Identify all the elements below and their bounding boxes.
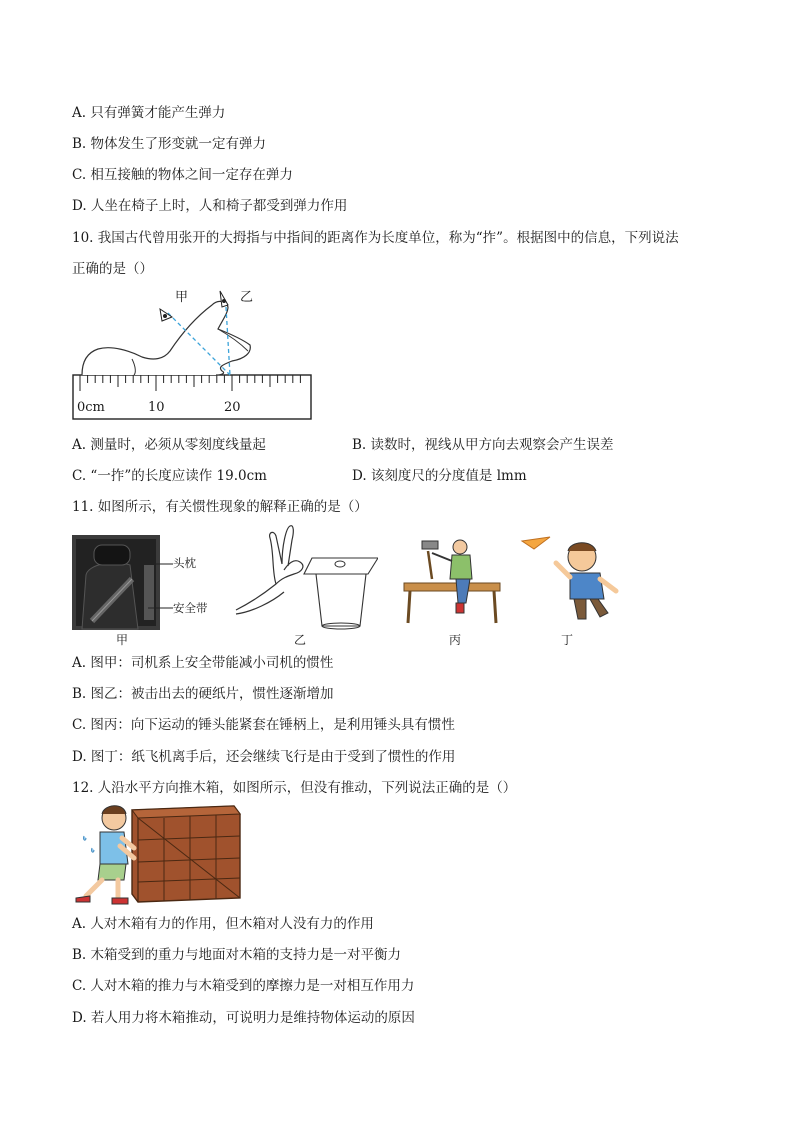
ruler-label-0cm: 0cm <box>77 400 105 415</box>
q9-option-c: C. 相互接触的物体之间一定存在弹力 <box>72 167 293 183</box>
q9-option-b: B. 物体发生了形变就一定有弹力 <box>72 136 267 152</box>
figure-flick-card <box>232 522 378 630</box>
caption-yi: 乙 <box>294 633 307 647</box>
hand-ruler-illustration <box>72 287 314 423</box>
hammer-illustration <box>400 533 504 631</box>
ruler-label-10: 10 <box>148 400 165 415</box>
q12-stem: 12. 人沿水平方向推木箱，如图所示，但没有推动，下列说法正确的是（） <box>72 780 517 796</box>
flick-card-illustration <box>232 522 378 630</box>
figure-push-crate <box>72 802 244 906</box>
figure-paper-plane <box>520 533 628 631</box>
q10-option-a: A. 测量时，必须从零刻度线量起 <box>72 437 266 453</box>
q10-option-c: C. “一拃”的长度应读作 19.0cm <box>72 468 267 484</box>
seat-label-headrest: 头枕 <box>173 556 196 570</box>
seat-label-seatbelt: 安全带 <box>173 601 208 615</box>
q12-option-b: B. 木箱受到的重力与地面对木箱的支持力是一对平衡力 <box>72 947 402 963</box>
q9-option-d: D. 人坐在椅子上时，人和椅子都受到弹力作用 <box>72 198 348 214</box>
label-jia: 甲 <box>175 290 189 305</box>
ruler-label-20: 20 <box>224 400 241 415</box>
push-crate-illustration <box>72 802 244 906</box>
caption-ding: 丁 <box>561 633 574 647</box>
q12-option-d: D. 若人用力将木箱推动，可说明力是维持物体运动的原因 <box>72 1010 415 1026</box>
figure-car-seat <box>72 535 160 630</box>
q10-stem-line1: 10. 我国古代曾用张开的大拇指与中指间的距离作为长度单位，称为“拃”。根据图中的信息，下列说法 <box>72 230 679 246</box>
ruler-body <box>73 375 311 419</box>
caption-jia: 甲 <box>116 633 129 647</box>
caption-bing: 丙 <box>449 633 462 647</box>
figure-hammer <box>400 533 504 631</box>
q11-option-d: D. 图丁：纸飞机离手后，还会继续飞行是由于受到了惯性的作用 <box>72 749 456 765</box>
label-yi: 乙 <box>240 290 254 305</box>
q11-option-c: C. 图丙：向下运动的锤头能紧套在锤柄上，是利用锤头具有惯性 <box>72 717 455 733</box>
q12-option-c: C. 人对木箱的推力与木箱受到的摩擦力是一对相互作用力 <box>72 978 415 994</box>
q11-option-a: A. 图甲：司机系上安全带能减小司机的惯性 <box>72 655 334 671</box>
q9-option-a: A. 只有弹簧才能产生弹力 <box>72 105 226 121</box>
car-seat-photo <box>72 535 160 630</box>
q10-option-d: D. 该刻度尺的分度值是 lmm <box>352 468 527 484</box>
q12-option-a: A. 人对木箱有力的作用，但木箱对人没有力的作用 <box>72 916 374 932</box>
hand-ruler-figure <box>72 287 314 423</box>
q11-option-b: B. 图乙：被击出去的硬纸片，惯性逐渐增加 <box>72 686 334 702</box>
eye-yi-icon <box>220 291 228 307</box>
q10-stem-line2: 正确的是（） <box>72 261 153 277</box>
seat-pointer-lines <box>148 556 174 610</box>
hand-outline <box>82 301 250 375</box>
q10-option-b: B. 读数时，视线从甲方向去观察会产生误差 <box>352 437 614 453</box>
q11-stem: 11. 如图所示，有关惯性现象的解释正确的是（） <box>72 499 368 515</box>
paper-plane-illustration <box>520 533 628 631</box>
